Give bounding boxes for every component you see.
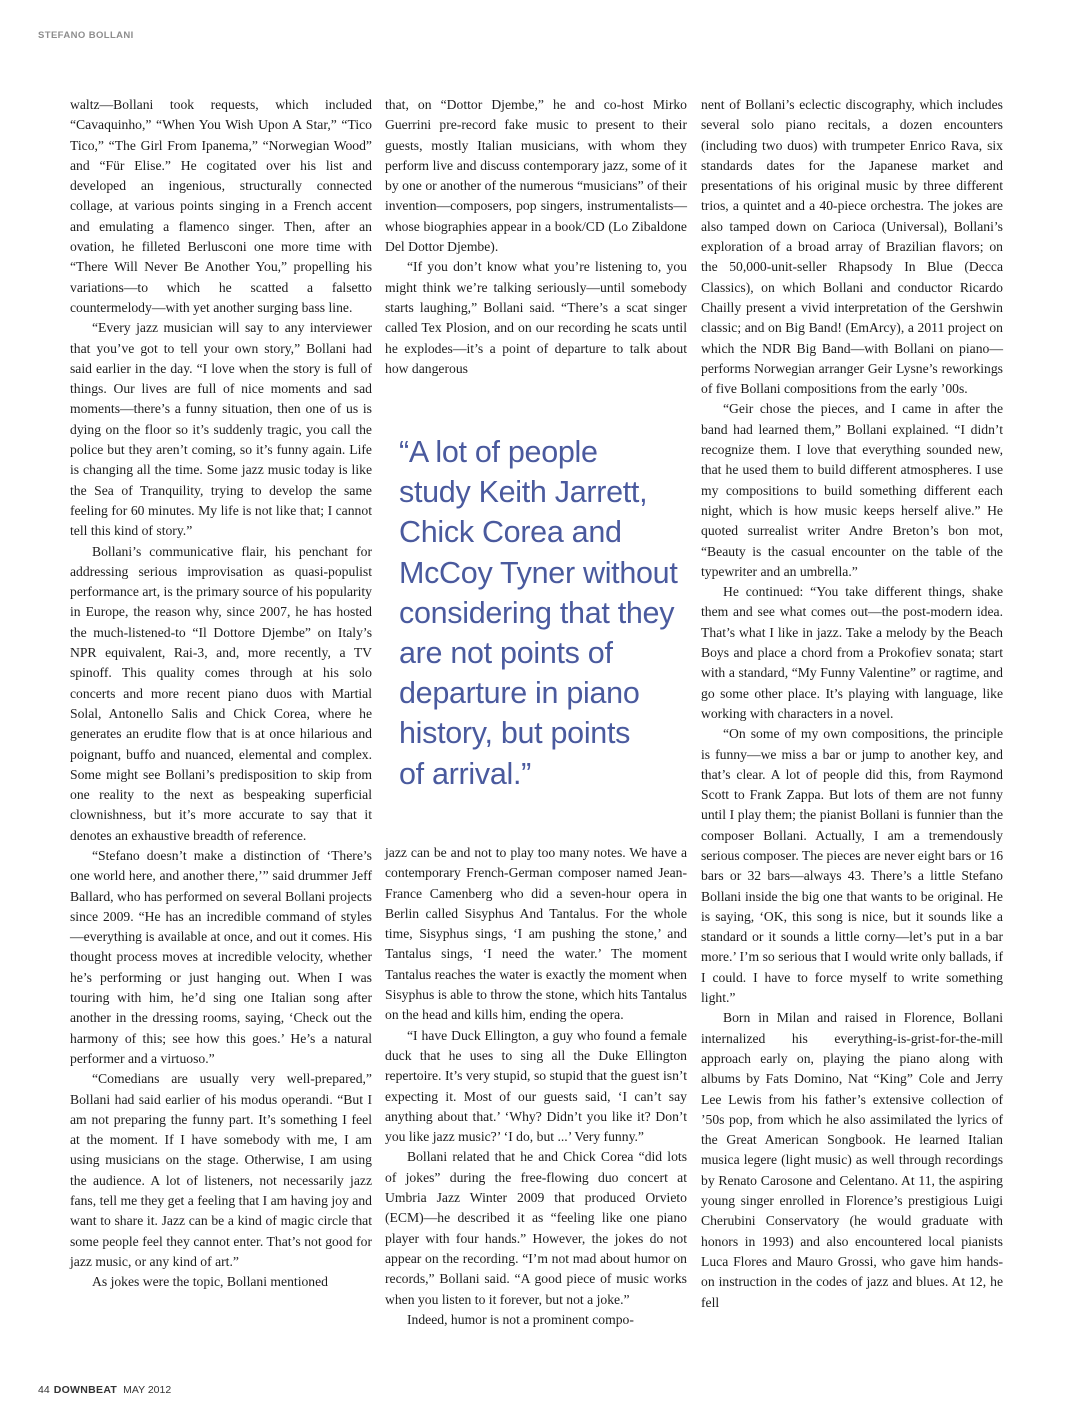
paragraph: “Comedians are usually very well-prepared,” Bollani had said earlier of his modus operandi. “But I am not preparing the funny part. It’s something I feel at the moment. If I have somebody with me, I am using musicians on the stage. Otherwise, I am using the audience. A lot of listeners, not necessarily jazz fans, tell me they get a feeling that I am having joy and want to share it. Jazz can be a kind of magic circle that some people feel they cannot enter. That’s not good for jazz music, or any kind of art.”	[70, 1071, 372, 1269]
pull-quote-line: “A lot of people	[399, 435, 598, 469]
page-number: 44	[38, 1384, 50, 1396]
paragraph: “If you don’t know what you’re listening to, you might think we’re talking seriously—until somebody starts laughing,” Bollani said. “There’s a scat singer called Tex Plosion, and on our recording he scats until he explodes—it’s a point of departure to talk about how dangerous	[385, 259, 687, 376]
paragraph: jazz can be and not to play too many notes. We have a contemporary French-German composer named Jean-France Camenberg who did a seven-hour opera in Berlin called Sisyphus And Tantalus. For the whole time, Sisyphus sings, ‘I am pushing the stone,’ and Tantalus sings, ‘I need the water.’ The moment Tantalus reaches the water is exactly the moment when Sisyphus is able to throw the stone, which hits Tantalus on the head and kills him, ending the opera.	[385, 845, 687, 1023]
pull-quote-line: study Keith Jarrett,	[399, 475, 648, 510]
paragraph: “I have Duck Ellington, a guy who found a female duck that he uses to sing all the Duke Ellington repertoire. It’s very stupid, so stupid that the guest isn’t expecting it. Most of our guests said, ‘I can’t say anything about that.’ ‘Why? Didn’t you like it? Don’t you like jazz music?’ ‘I do, but ...’ Very funny.”	[385, 1027, 687, 1145]
article-column-2-top	[385, 95, 687, 379]
pull-quote-line: considering that they	[399, 595, 675, 630]
paragraph: “Every jazz musician will say to any interviewer that you’ve got to tell your own story,” Bollani had said earlier in the day. “I love when the story is full of things. Our lives are full of nice moments and sad moments—there’s a funny situation, then one of us is dying on the floor so it’s suddenly tragic, you call the police but they aren’t coming, so it’s funny again. Life is changing all the time. Some jazz music today is like the Sea of Tranquility, trying to develop the same feeling for 60 minutes. My life is not like that; I cannot tell this kind of story.”	[70, 320, 372, 539]
paragraph: “Stefano doesn’t make a distinction of ‘There’s one world here, and another there,’” said drummer Jeff Ballard, who has performed on several Bollani projects since 2009. “He has an incredible command of styles—everything is available at once, and out it comes. His thought process moves at incredible velocity, whether he’s performing or just hanging out. When I was touring with him, he’d sing one Italian song after another in the dressing rooms, saying, ‘Check out the harmony of this; see how this goes.’ He’s a natural performer and a virtuoso.”	[70, 847, 372, 1066]
paragraph: that, on “Dottor Djembe,” he and co-host Mirko Guerrini pre-record fake music to present to their guests, mostly Italian musicians, with whom they perform live and discuss contemporary jazz, some of it by one or another of the numerous “musicians” of their invention—composers, pop singers, instrumentalists—whose biographies appear in a book/CD (Lo Zibaldone Del Dottor Djembe).	[385, 97, 687, 255]
article-column-1	[70, 95, 372, 1293]
paragraph: Indeed, humor is not a prominent compo-	[407, 1311, 634, 1327]
issue-date: MAY 2012	[123, 1384, 172, 1396]
pull-quote-line: of arrival.”	[399, 756, 531, 791]
paragraph: He continued: “You take different things, shake them and see what comes out—the post-modern idea. That’s what I like in jazz. Take a melody by the Beach Boys and place a chord from a Prokofiev sonata; start with a standard, “My Funny Valentine” or ragtime, and go some other place. It’s playing with language, like working with characters in a novel.	[701, 584, 1003, 721]
paragraph: nent of Bollani’s eclectic discography, which includes several solo piano recitals, a dozen encounters (including two duos) with trumpeter Enrico Rava, six standards dates for the Japanese market and presentations of his original music by three different trios, a quintet and a 40-piece orchestra. The jokes are also tamped down on Carioca (Universal), Bollani’s exploration of a broad array of Brazilian flavors; on the 50,000-unit-seller Rhapsody In Blue (Decca Classics), on which Bollani and conductor Ricardo Chailly present a vivid interpretation of the Gershwin classic; and on Big Band! (EmArcy), a 2011 project on which the NDR Big Band—with Bollani on piano—performs Norwegian arranger Geir Lysne’s reworkings of five Bollani compositions from the early ’00s.	[701, 97, 1003, 397]
paragraph: Bollani related that he and Chick Corea “did lots of jokes” during the free-flowing duo concert at Umbria Jazz Winter 2009 that produced Orvieto (ECM)—he described it as “feeling like one piano player with four hands.” However, the jokes do not appear on the recording. “I’m not mad about humor on records,” Bollani said. “A good piece of music works when you listen to it forever, but not a joke.”	[385, 1149, 687, 1307]
paragraph: Bollani’s communicative flair, his penchant for addressing serious improvisation as quasi-populist performance art, is the primary source of his popularity in Europe, the reason why, since 2007, he has hosted the much-listened-to “Il Dottore Djembe” on Italy’s NPR equivalent, Rai-3, and, more recently, a TV spinoff. This quality comes through at his solo concerts and more recent piano duos with Martial Solal, Antonello Salis and Chick Corea, where he generates an erudite flow that is at once hilarious and poignant, buffo and nuanced, elemental and complex. Some might see Bollani’s predisposition to skip from one reality to the next as bespeaking superficial clownishness, but it’s more accurate to say that it denotes an exhaustive breadth of reference.	[70, 543, 372, 843]
pull-quote-line: history, but points	[399, 716, 631, 751]
pull-quote-line: Chick Corea and	[399, 515, 622, 550]
folio	[38, 1384, 171, 1396]
magazine-name: DOWNBEAT	[53, 1384, 118, 1396]
paragraph: “On some of my own compositions, the principle is funny—we miss a bar or jump to another key, and that’s clear. A lot of people did this, from Raymond Scott to Frank Zappa. But lots of them are not funny until I play them; the pianist Bollani is funnier than the composer Bollani. Actually, I am a tremendously serious composer. The pieces are never eight bars or 16 bars or 32 bars—always 43. There’s a little Stefano Bollani inside the big one that wants to be original. He is saying, ‘OK, this song is nice, but it sounds like a standard or it sounds a little corny—let’s put in a bar more.’ I’m so serious that I would write only ballads, if I could. I have to force myself to write something light.”	[701, 726, 1004, 1006]
paragraph: “Geir chose the pieces, and I came in after the band had learned them,” Bollani explained. “I didn’t recognize them. I love that everything sounded new, that he used them to build different atmospheres. I use my compositions to build something different each night, which is how music keeps herself alive.” He quoted surrealist writer Andre Breton’s bon mot, “Beauty is the casual encounter on the table of the typewriter and an umbrella.”	[701, 401, 1003, 579]
pull-quote-line: McCoy Tyner without	[399, 555, 678, 590]
article-column-3	[701, 95, 1003, 1313]
article-column-2-bottom	[385, 843, 687, 1330]
paragraph: waltz—Bollani took requests, which included “Cavaquinho,” “When You Wish Upon A Star,” “Tico Tico,” “The Girl From Ipanema,” “Norwegian Wood” and “Für Elise.” He cogitated over his list and developed an ingenious, structurally connected collage, at various points singing in a French accent and emulating a flamenco singer. Then, after an ovation, he filleted Berlusconi one more time with “There Will Never Be Another You,” propelling his variations—to which he scatted a falsetto countermelody—with yet another surging bass line.	[70, 97, 372, 315]
paragraph: Born in Milan and raised in Florence, Bollani internalized his everything-is-grist-for-the-mill approach early on, playing the piano along with albums by Fats Domino, Nat “King” Cole and Jerry Lee Lewis from his father’s extensive collection of ’50s pop, from which he also assimilated the lyrics of the Great American Songbook. He learned Italian musica legere (light music) as well through recordings by Renato Carosone and Celentano. At 11, the aspiring young singer enrolled in Florence’s prestigious Luigi Cherubini Conservatory (he would graduate with honors in 1993) and also encountered local pianists Luca Flores and Mauro Grossi, who gave him hands-on instruction in the codes of jazz and blues. At 12, he fell	[701, 1010, 1003, 1310]
pull-quote-line: are not points of	[399, 636, 613, 671]
pull-quote	[399, 432, 689, 794]
running-head: STEFANO BOLLANI	[38, 30, 134, 41]
pull-quote-line: departure in piano	[399, 676, 640, 711]
paragraph: As jokes were the topic, Bollani mentioned	[92, 1274, 329, 1290]
